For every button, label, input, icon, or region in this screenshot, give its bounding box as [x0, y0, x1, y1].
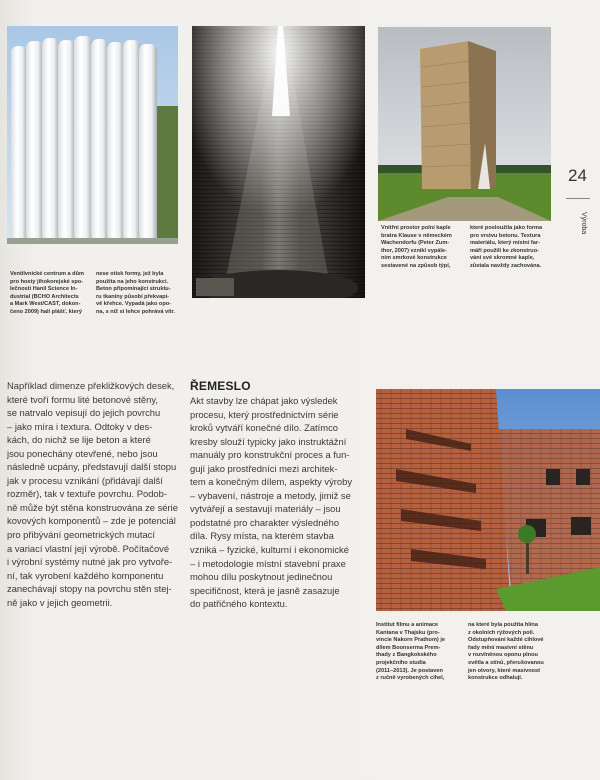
middle-column-line: vytvářejí a sestavují materiály – jsou	[190, 503, 341, 515]
left-column-line: pro přibývání geometrických mutací	[7, 529, 155, 541]
left-column-line: ní, tak vyrobení každého komponentu	[7, 569, 164, 581]
left-column-line: Například dimenze překližkových desek,	[7, 380, 175, 391]
middle-column-line: do patřičného kontextu.	[190, 598, 288, 610]
left-column-line: jsou ponechány otevřené, nebo jsou	[7, 447, 158, 459]
left-column-line: i výrobní systémy nutné jak pro vytvoře-	[7, 556, 173, 568]
left-column-line: které tvoří formu lité betonové stěny,	[7, 393, 158, 405]
middle-column-line: procesu, který prostřednictvím série	[190, 408, 339, 420]
middle-column-line: manuály pro konstrukční proces a fun-	[190, 449, 350, 461]
left-column-line: rozměr), tak v textuře povrchu. Podob-	[7, 488, 167, 500]
photo-kantana-institute	[376, 389, 600, 611]
photo-hanil-visitor-center-image	[7, 26, 178, 244]
caption-kantana-part2: na které byla použita hlína z okolních rýžových polí. Odstupňování každé cihlové řady mění masivní stěnu v rozvlněnou oponu plnou světla a stínů, přerušovanou jen otvory, které masivnost konstrukce odhalují.	[468, 622, 544, 682]
middle-column-line: mohou dílu poskytnout jedinečnou	[190, 571, 333, 583]
photo-kantana-institute-image	[376, 389, 600, 611]
middle-column-line: díla. Rysy místa, na kterém stavba	[190, 530, 334, 542]
caption-kantana-part1: Institut filmu a animace Kantana v Thajsku (pro- vincie Nakorn Prathom) je dílem Boonserma Prem- thady z Bangkokského projekčního studia (2011–2013). Je postaven z ručně vyrobených cihel,	[376, 622, 446, 682]
caption-hanil-part1: Ventilvnické centrum a dům pro hosty jihokorejské spo- lečnosti Hanil Science In- dustrial (BCHO Architects a Mark West/CAST, dokon- čeno 2009) halí plášť, který	[10, 271, 84, 315]
middle-column-text	[190, 394, 362, 611]
middle-column-line: tem a konečným dílem, aspekty výroby	[190, 476, 353, 488]
section-heading: ŘEMESLO	[190, 379, 251, 393]
middle-column-line: specifičnost, která je jasně zasazuje	[190, 584, 340, 596]
middle-column-line: vzniká – fyzické, kulturní i ekonomické	[190, 544, 349, 556]
photo-chapel-interior-image	[192, 26, 365, 298]
left-column-line: kách, do nichž se lije beton a které	[7, 434, 151, 446]
left-column-line: jak v procesu vznikání (přidávají další	[7, 474, 163, 486]
caption-hanil-part2: nese otisk formy, jež byla použita na jeho konstrukci. Beton připomínající struktu- ru tkaniny působí překvapi- vě křehce. Vypadá jako opo- na, s níž si lehce pohrává vítr.	[96, 271, 175, 315]
middle-column-line: gují jako prostředníci mezi architek-	[190, 462, 338, 474]
left-column-line: ně může být stěna konstruována ze série	[7, 501, 178, 513]
section-divider	[566, 198, 590, 199]
middle-column-line: kresby slouží typicky jako instruktážní	[190, 435, 347, 447]
left-column-line: zanechávají stopy na povrchu stěn stej-	[7, 583, 172, 595]
left-column-line: následně ucpány, představují další stopu	[7, 461, 177, 473]
left-column-text	[7, 379, 177, 609]
left-column-line: a variací vlastní její výrobě. Počítačové	[7, 542, 170, 554]
caption-chapel-part1: Vnitřní prostor polní kaple bratra Klause v německém Wachendorfu (Peter Zum- thor, 2007) vznikl vypále- ním smrkové konstrukce sestavené na způsob týpí,	[381, 225, 452, 269]
photo-chapel-interior	[192, 26, 365, 298]
photo-chapel-exterior-image	[378, 27, 551, 221]
photo-chapel-exterior	[378, 27, 551, 221]
left-column-line: se natrvalo vepisují do jejich povrchu	[7, 407, 161, 419]
middle-column-line: podstatné pro charakter výsledného	[190, 516, 340, 528]
section-label: Výroba	[580, 212, 587, 235]
left-column-line: kovových komponentů – zde je potenciál	[7, 515, 176, 527]
middle-column-line: kroků vytváří konečné dílo. Zatímco	[190, 422, 338, 434]
left-column-line: ně jako v jejich geometrii.	[7, 596, 113, 608]
left-column-line: – jako míra i textura. Odtoky v des-	[7, 420, 153, 432]
middle-column-line: – i metodologie místní stavební praxe	[190, 557, 346, 569]
middle-column-line: – vybavení, nástroje a metody, jimiž se	[190, 489, 351, 501]
page-number: 24	[568, 166, 587, 185]
middle-column-line: Akt stavby lze chápat jako výsledek	[190, 395, 338, 406]
photo-hanil-visitor-center	[7, 26, 178, 244]
caption-chapel-part2: které posloužila jako forma pro vrstvu betonu. Textura materiálu, který místní far- máři použili ke zkonstruo- vání své skromné kaple, zůstala navždy zachována.	[470, 225, 543, 269]
